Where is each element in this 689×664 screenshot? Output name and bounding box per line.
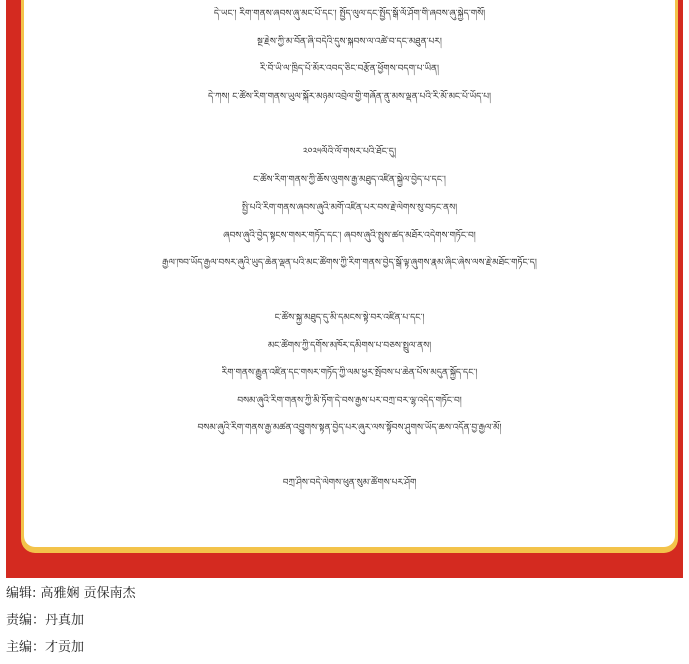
poem-line: སྔ་རྗེས་ཀྱི་མ་བོན་ཞི་བདེའི་དུས་སྐབས་ལ་འཚེ་བ་དང་མཐུན་པར། — [257, 37, 442, 47]
poem-line: ང་ཚོས་རིག་གནས་ཀྱི་ཆོས་ལུགས་རྒྱ་མཐུད་འཛིན་སྐྱེལ་བྱེད་པ་དང་། — [253, 175, 446, 185]
poem-line: བསམ་ཞུའི་རིག་གནས་ཀྱི་མི་ཏོག་དེ་བས་རྒྱས་པར་བཀྲ་བར་ལྷ་འདེད་གཏོང་བ། — [237, 396, 462, 406]
poem-line: རྒྱལ་ཁབ་ཡོད་རྒྱལ་བསར་ཞུའི་ཡུད་ཆེན་ལྡན་པའི་མང་ཚོགས་ཀྱི་རིག་གནས་བྱེད་སྒོ་ལྟ་ཞུགས་རྣམ་ཞིང་ཞེས་ལས་རྗེ་མཐོང་གཏོང་ད། — [162, 258, 537, 268]
poem-closing-line: བཀྲ་ཤིས་བདེ་ལེགས་ཕུན་སུམ་ཚོགས་པར་ཤོག — [282, 478, 417, 488]
credits — [6, 583, 683, 664]
editor-credit: 编辑: 高雅娴 贡保南杰 — [6, 586, 136, 601]
poem-line: སྤྱི་པའི་རིག་གནས་ཞབས་ཞུའི་མགོ་འཛིན་པར་བས་རྗེ་ལེགས་སུ་བཏང་ནས། — [241, 203, 458, 213]
gold-border-card — [21, 0, 678, 553]
poem-line: མང་ཚོགས་ཀྱི་དགོས་མཁོར་དམིགས་པ་བཅས་སྤྲུལ་ནས། — [267, 341, 432, 351]
poem-card — [24, 0, 675, 547]
poem-line: ༢༠༢༥ལོའི་ལོ་གསར་པའི་ཐོང་དུ། — [302, 147, 397, 157]
poem-line: ང་ཚོས་སྐྱ་མཐུད་དུ་མི་དམངས་སྟེ་བར་འཛིན་པ་དང་། — [274, 313, 425, 323]
poem-line: རིག་གནས་རྒྱུན་འཛིན་དང་གསར་གཏོད་ཀྱི་ལམ་ཕྱར་སྤོབས་པ་ཆེན་པོས་མདུན་སྐྱོད་དང་། — [221, 368, 478, 378]
poem-line: དེ་ཡང་། རིག་གནས་ཞབས་ཞུ་མང་པོ་དང་། སྤྱོད་ལུལ་དང་སྤྱོད་སྒོ་ལོ་ཤོག་གི་ཞབས་ཞུ་སྐྱེད་གསོ། — [213, 9, 486, 19]
responsible-editor-credit: 责编：丹真加 — [6, 613, 85, 628]
poem-line: དེ་ཀས། ང་ཚོས་རིག་གནས་ཡུལ་སྐོར་མཉམ་འབྲེལ་གྱི་གཞོན་ནུ་མས་ལྡན་པའི་རི་མོ་མང་པོ་ཡོད་པ། — [207, 92, 492, 102]
chief-editor-credit: 主编：才贡加 — [6, 640, 85, 655]
poem-line: རི་བོ་ཡི་ལ་ཁྲིད་པོ་མོར་འབད་ཅིང་བརྩོན་ཕྱོགས་བདག་པ་ཡིན། — [259, 64, 439, 74]
poem-line: བསམ་ཞུའི་རིག་གནས་རྒྱ་མཚན་འབྱུགས་སྟན་བྱེད་པར་ཞུར་ལས་སྟོབས་ཤུགས་ཡོད་ཆས་འདོན་བྱ་རྒྱལ་མོ། — [197, 423, 502, 433]
red-frame — [6, 0, 683, 578]
poem-line: ཞབས་ཞུའི་བྱེད་སྟངས་གསར་གཏོད་དང་། ཞབས་ཞུའི་སྤུས་ཚད་མཐོར་འདེགས་གཏོང་བ། — [223, 231, 476, 241]
